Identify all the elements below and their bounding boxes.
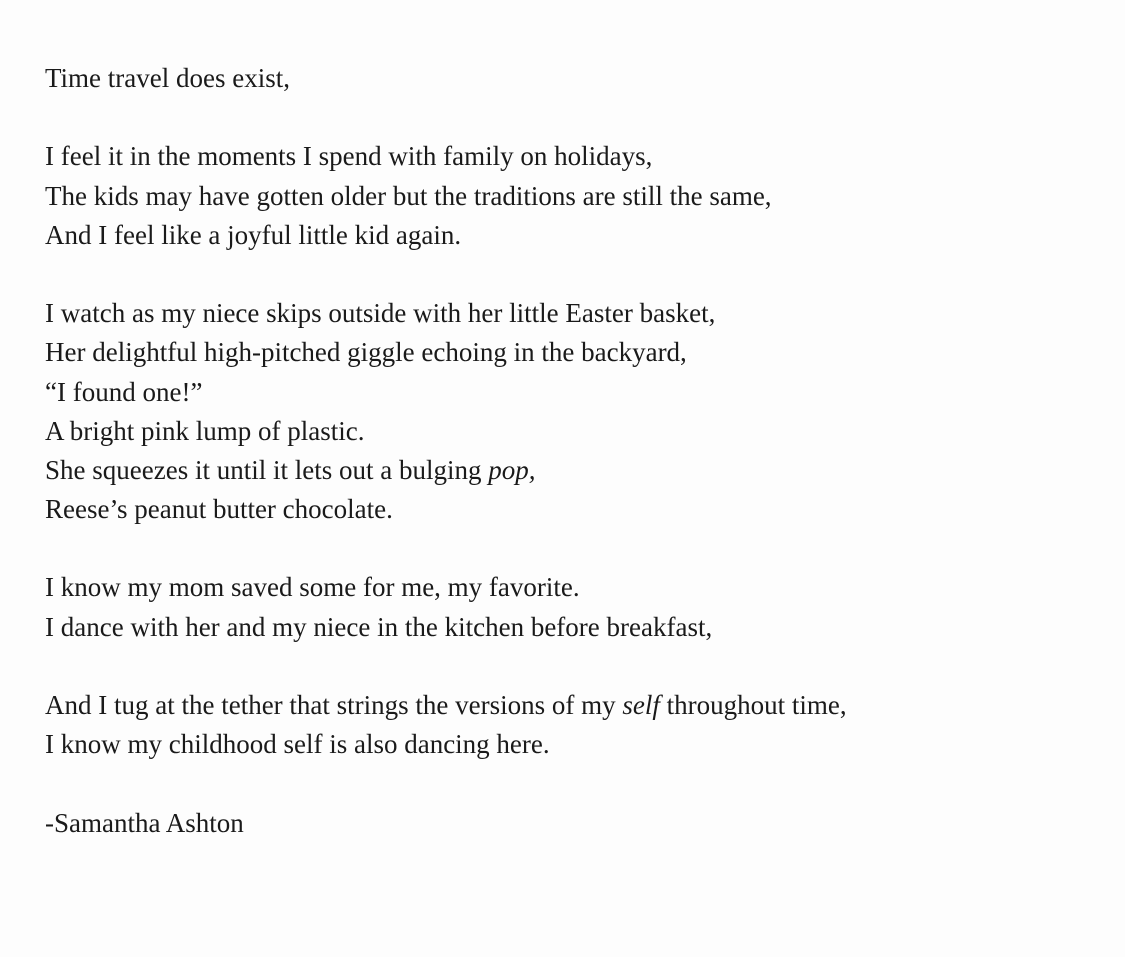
stanza3-line1: I know my mom saved some for me, my favorite. [45, 572, 580, 603]
stanza4-line1-text: And I tug at the tether that strings the versions of my [45, 690, 623, 720]
stanza4-line2: I know my childhood self is also dancing here. [45, 729, 550, 760]
stanza2-line4: A bright pink lump of plastic. [45, 415, 365, 446]
poem-opening-line: Time travel does exist, [45, 63, 290, 93]
stanza2-line5-text: She squeezes it until it lets out a bulging [45, 454, 489, 485]
poem [45, 59, 1105, 843]
stanza4-line1-suffix: throughout time, [659, 690, 847, 720]
stanza-break [45, 98, 1105, 137]
stanza2-line6: Reese’s peanut butter chocolate. [45, 494, 393, 525]
stanza1-line1: I feel it in the moments I spend with family on holidays, [45, 141, 653, 172]
stanza2-line5-italic: pop, [488, 454, 536, 485]
stanza2-line2: Her delightful high-pitched giggle echoing in the backyard, [45, 337, 687, 368]
stanza4-line1-italic: self [622, 690, 660, 720]
poem-signature: -Samantha Ashton [45, 807, 244, 838]
stanza-break [45, 255, 1105, 294]
stanza1-line3: And I feel like a joyful little kid again. [45, 219, 462, 250]
stanza3-line2: I dance with her and my niece in the kitchen before breakfast, [45, 611, 713, 642]
stanza-break [45, 647, 1105, 686]
stanza2-line1: I watch as my niece skips outside with her little Easter basket, [45, 298, 716, 329]
stanza2-line3: “I found one!” [45, 376, 203, 407]
stanza-break [45, 764, 1105, 803]
stanza-break [45, 529, 1105, 568]
stanza1-line2: The kids may have gotten older but the traditions are still the same, [45, 180, 772, 211]
stanza2-line5 [45, 451, 1105, 490]
stanza4-line1 [45, 686, 1105, 725]
